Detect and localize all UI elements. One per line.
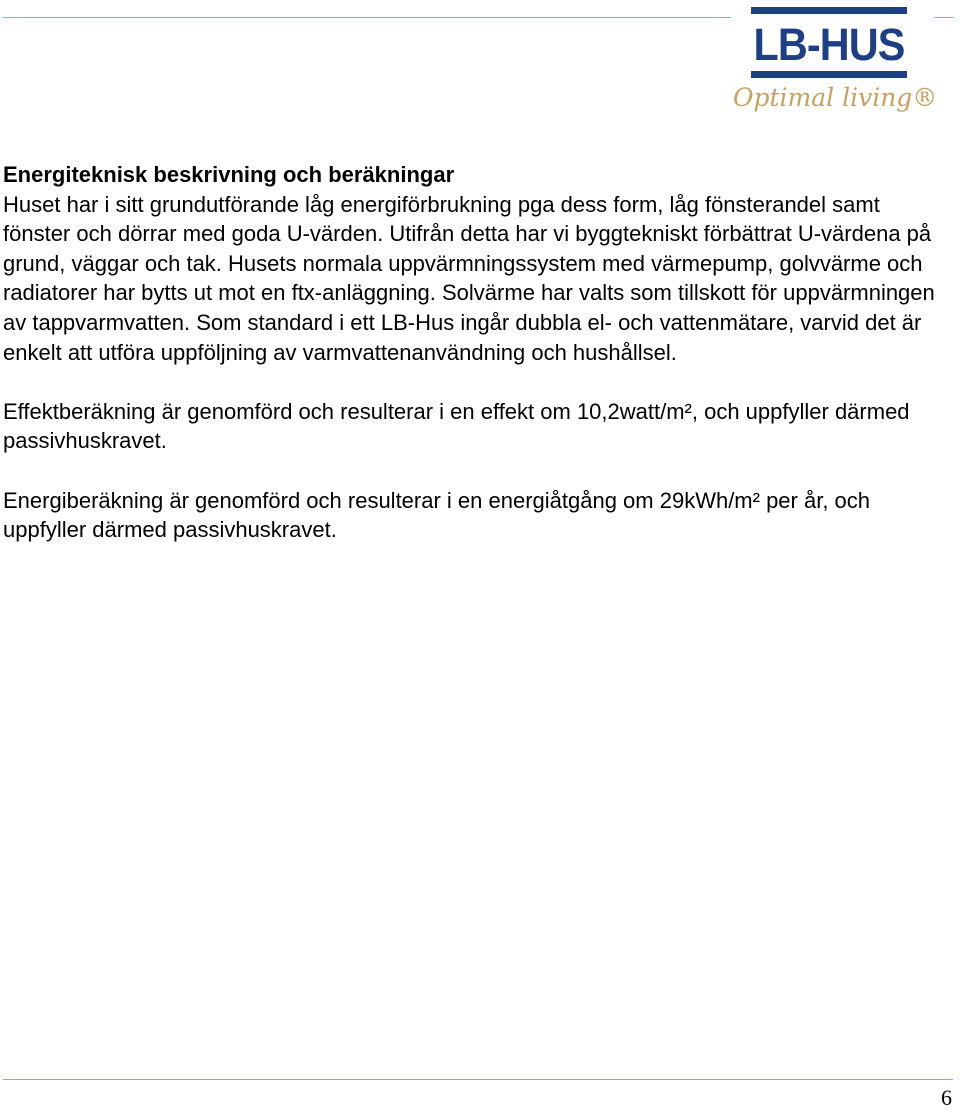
page-number: 6 (941, 1085, 952, 1110)
logo-tagline: Optimal living® (733, 83, 938, 112)
footer-rule (3, 1079, 953, 1080)
lb-hus-logo (731, 0, 938, 126)
document-body (3, 160, 948, 545)
logo-bar-bottom (751, 71, 907, 78)
header-rule-right (934, 17, 954, 18)
logo-brand-text: LB-HUS (753, 19, 905, 70)
paragraph-power-calculation: Effektberäkning är genomförd och resulterar i en effekt om 10,2watt/m², och uppfyller därmed passivhuskravet. (3, 398, 910, 454)
paragraph-energy-description: Huset har i sitt grundutförande låg energiförbrukning pga dess form, låg fönsterandel samt fönster och dörrar med goda U-värden. Utifrån detta har vi byggtekniskt förbättrat U-värdena på grund, väggar och tak. Husets normala uppvärmningssystem med värmepump, golvvärme och radiatorer har bytts ut mot en ftx-anläggning. Solvärme har valts som tillskott för uppvärmningen av tappvarmvatten. Som standard i ett LB-Hus ingår dubbla el- och vattenmätare, varvid det är enkelt att utföra uppföljning av varmvattenanvändning och hushållsel. (3, 191, 935, 365)
section-heading: Energiteknisk beskrivning och beräkningar (3, 162, 455, 187)
paragraph-energy-calculation: Energiberäkning är genomförd och resulterar i en energiåtgång om 29kWh/m² per år, och uppfyller därmed passivhuskravet. (3, 487, 871, 543)
logo-bar-top (751, 7, 907, 14)
header-rule-left (3, 17, 731, 18)
